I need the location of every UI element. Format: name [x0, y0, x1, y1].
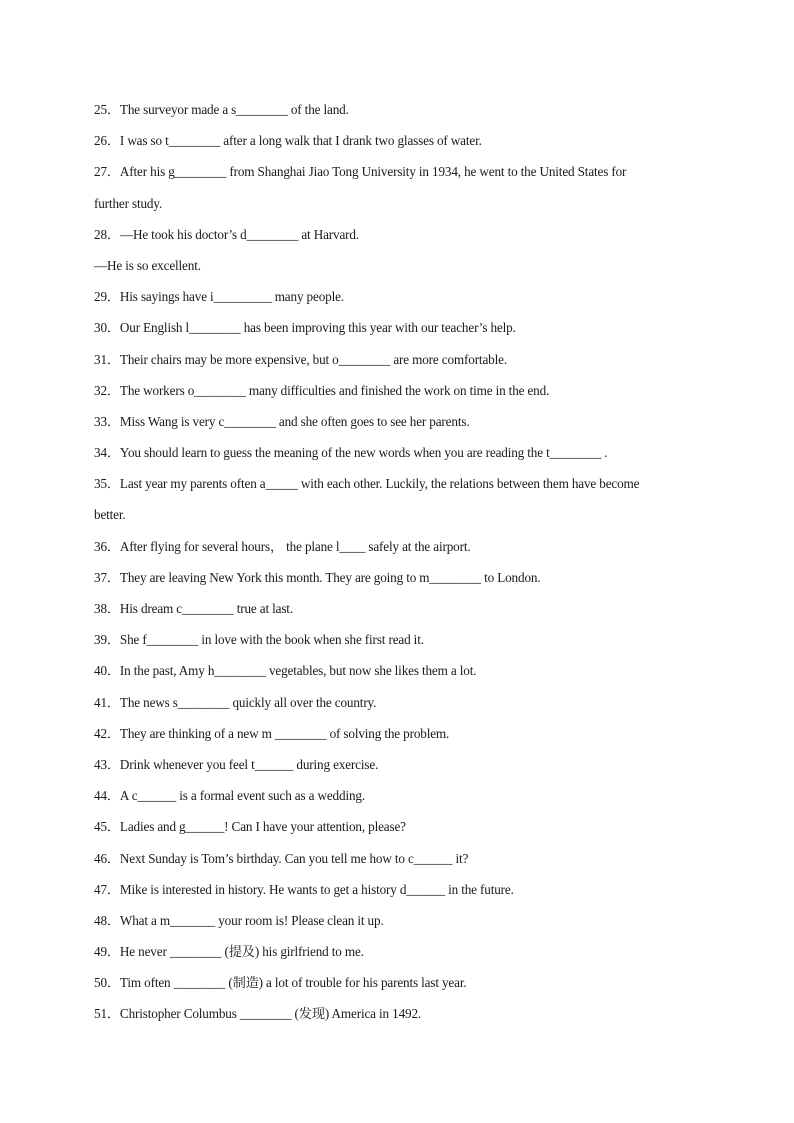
exercise-line-41: 41．The news s________ quickly all over the country.	[94, 694, 377, 710]
exercise-line-31: 31．Their chairs may be more expensive, but o________ are more comfortable.	[94, 351, 507, 367]
exercise-line-42: 42．They are thinking of a new m ________ of solving the problem.	[94, 725, 450, 741]
exercise-line-43: 43．Drink whenever you feel t______ during exercise.	[94, 756, 379, 772]
exercise-line-35-cont: better.	[94, 507, 126, 523]
exercise-line-35: 35．Last year my parents often a_____ with each other. Luckily, the relations between them have become	[94, 476, 640, 492]
exercise-line-28: 28．—He took his doctor’s d________ at Harvard.	[94, 226, 359, 242]
exercise-line-44: 44．A c______ is a formal event such as a wedding.	[94, 788, 365, 804]
exercise-line-34: 34．You should learn to guess the meaning of the new words when you are reading the t________ .	[94, 445, 608, 461]
exercise-line-32: 32．The workers o________ many difficulties and finished the work on time in the end.	[94, 382, 550, 398]
exercise-line-48: 48．What a m_______ your room is! Please clean it up.	[94, 912, 384, 928]
exercise-line-38: 38．His dream c________ true at last.	[94, 601, 293, 616]
exercise-line-37: 37．They are leaving New York this month. They are going to m________ to London.	[94, 569, 541, 585]
exercise-line-39: 39．She f________ in love with the book when she first read it.	[94, 632, 424, 648]
exercise-line-25: 25．The surveyor made a s________ of the land.	[94, 102, 349, 117]
exercise-line-40: 40．In the past, Amy h________ vegetables, but now she likes them a lot.	[94, 663, 477, 679]
exercise-line-30: 30．Our English l________ has been improving this year with our teacher’s help.	[94, 320, 516, 336]
exercise-line-46: 46．Next Sunday is Tom’s birthday. Can you tell me how to c______ it?	[94, 850, 469, 866]
exercise-list	[94, 98, 704, 1034]
exercise-line-27-cont: further study.	[94, 195, 163, 211]
exercise-line-28-reply: —He is so excellent.	[94, 257, 201, 273]
exercise-line-45: 45．Ladies and g______! Can I have your attention, please?	[94, 819, 406, 835]
exercise-line-50: 50．Tim often ________ (制造) a lot of trouble for his parents last year.	[94, 975, 467, 991]
exercise-line-27: 27．After his g________ from Shanghai Jiao Tong University in 1934, he went to the United States for	[94, 164, 627, 180]
exercise-line-26: 26．I was so t________ after a long walk that I drank two glasses of water.	[94, 133, 482, 149]
exercise-line-36: 36．After flying for several hours， the plane l____ safely at the airport.	[94, 538, 471, 554]
exercise-line-49: 49．He never ________ (提及) his girlfriend to me.	[94, 944, 364, 960]
exercise-line-33: 33．Miss Wang is very c________ and she often goes to see her parents.	[94, 413, 470, 429]
exercise-line-51: 51．Christopher Columbus ________ (发现) America in 1492.	[94, 1006, 422, 1022]
exercise-line-29: 29．His sayings have i_________ many people.	[94, 289, 344, 305]
exercise-line-47: 47．Mike is interested in history. He wants to get a history d______ in the future.	[94, 881, 514, 897]
